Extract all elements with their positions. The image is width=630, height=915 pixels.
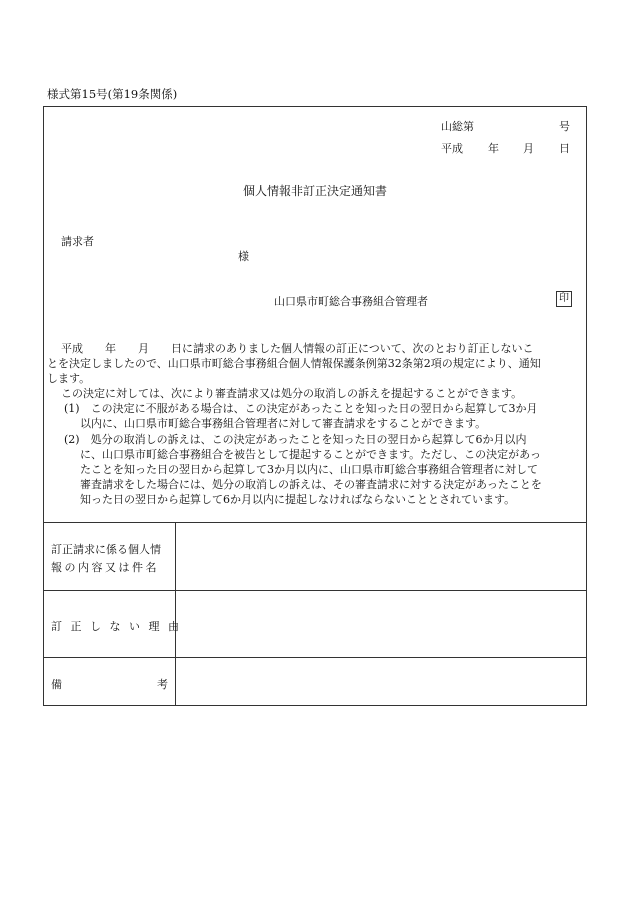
date-day: 日 bbox=[559, 142, 570, 155]
item-2-line-4: 審査請求をした場合には、処分の取消しの訴えは、その審査請求に対する決定があったことを bbox=[80, 478, 542, 491]
item-2-line-3: たことを知った日の翌日から起算して3か月以内に、山口県市町総合事務組合管理者に対して bbox=[80, 463, 538, 476]
honorific: 様 bbox=[238, 250, 249, 263]
seal-mark: 印 bbox=[556, 291, 572, 307]
item-2-line-1: (2) 処分の取消しの訴えは、この決定があったことを知った日の翌日から起算して6か月以内 bbox=[64, 433, 527, 446]
item-2-line-2: に、山口県市町総合事務組合を被告として提起することができます。ただし、この決定があっ bbox=[80, 448, 542, 461]
row-label-content-line-2: 報の内容又は件名 bbox=[51, 561, 159, 574]
row-label-reason: 訂正しない理由 bbox=[51, 620, 188, 633]
item-1-line-2: 以内に、山口県市町総合事務組合管理者に対して審査請求をすることができます。 bbox=[80, 417, 487, 430]
issuer-name: 山口県市町総合事務組合管理者 bbox=[274, 295, 428, 308]
number-suffix: 号 bbox=[559, 120, 570, 133]
remarks-value-cell bbox=[176, 658, 586, 705]
date-month: 月 bbox=[523, 142, 534, 155]
form-caption: 様式第15号(第19条関係) bbox=[47, 87, 178, 101]
body-paragraph-1-line-1: 平成 年 月 日に請求のありました個人情報の訂正について、次のとおり訂正しないこ bbox=[61, 342, 534, 355]
date-era: 平成 bbox=[441, 142, 463, 155]
body-paragraph-1-line-3: します。 bbox=[47, 372, 91, 385]
row-label-remarks-a: 備 bbox=[51, 678, 62, 691]
reason-value-cell bbox=[176, 591, 586, 657]
number-prefix: 山総第 bbox=[441, 120, 474, 133]
row-label-remarks-b: 考 bbox=[157, 678, 168, 691]
body-paragraph-1-line-2: とを決定しましたので、山口県市町総合事務組合個人情報保護条例第32条第2項の規定により、通知 bbox=[47, 357, 541, 370]
body-paragraph-2: この決定に対しては、次により審査請求又は処分の取消しの訴えを提起することができます。 bbox=[61, 387, 523, 400]
item-1-line-1: (1) この決定に不服がある場合は、この決定があったことを知った日の翌日から起算して3か月 bbox=[64, 402, 538, 415]
requester-label: 請求者 bbox=[61, 235, 94, 248]
row-label-content-line-1: 訂正請求に係る個人情 bbox=[51, 543, 161, 556]
item-2-line-5: 知った日の翌日から起算して6か月以内に提起しなければならないこととされています。 bbox=[80, 493, 516, 506]
document-title: 個人情報非訂正決定通知書 bbox=[242, 184, 387, 198]
content-value-cell bbox=[176, 523, 586, 590]
date-year: 年 bbox=[488, 142, 499, 155]
